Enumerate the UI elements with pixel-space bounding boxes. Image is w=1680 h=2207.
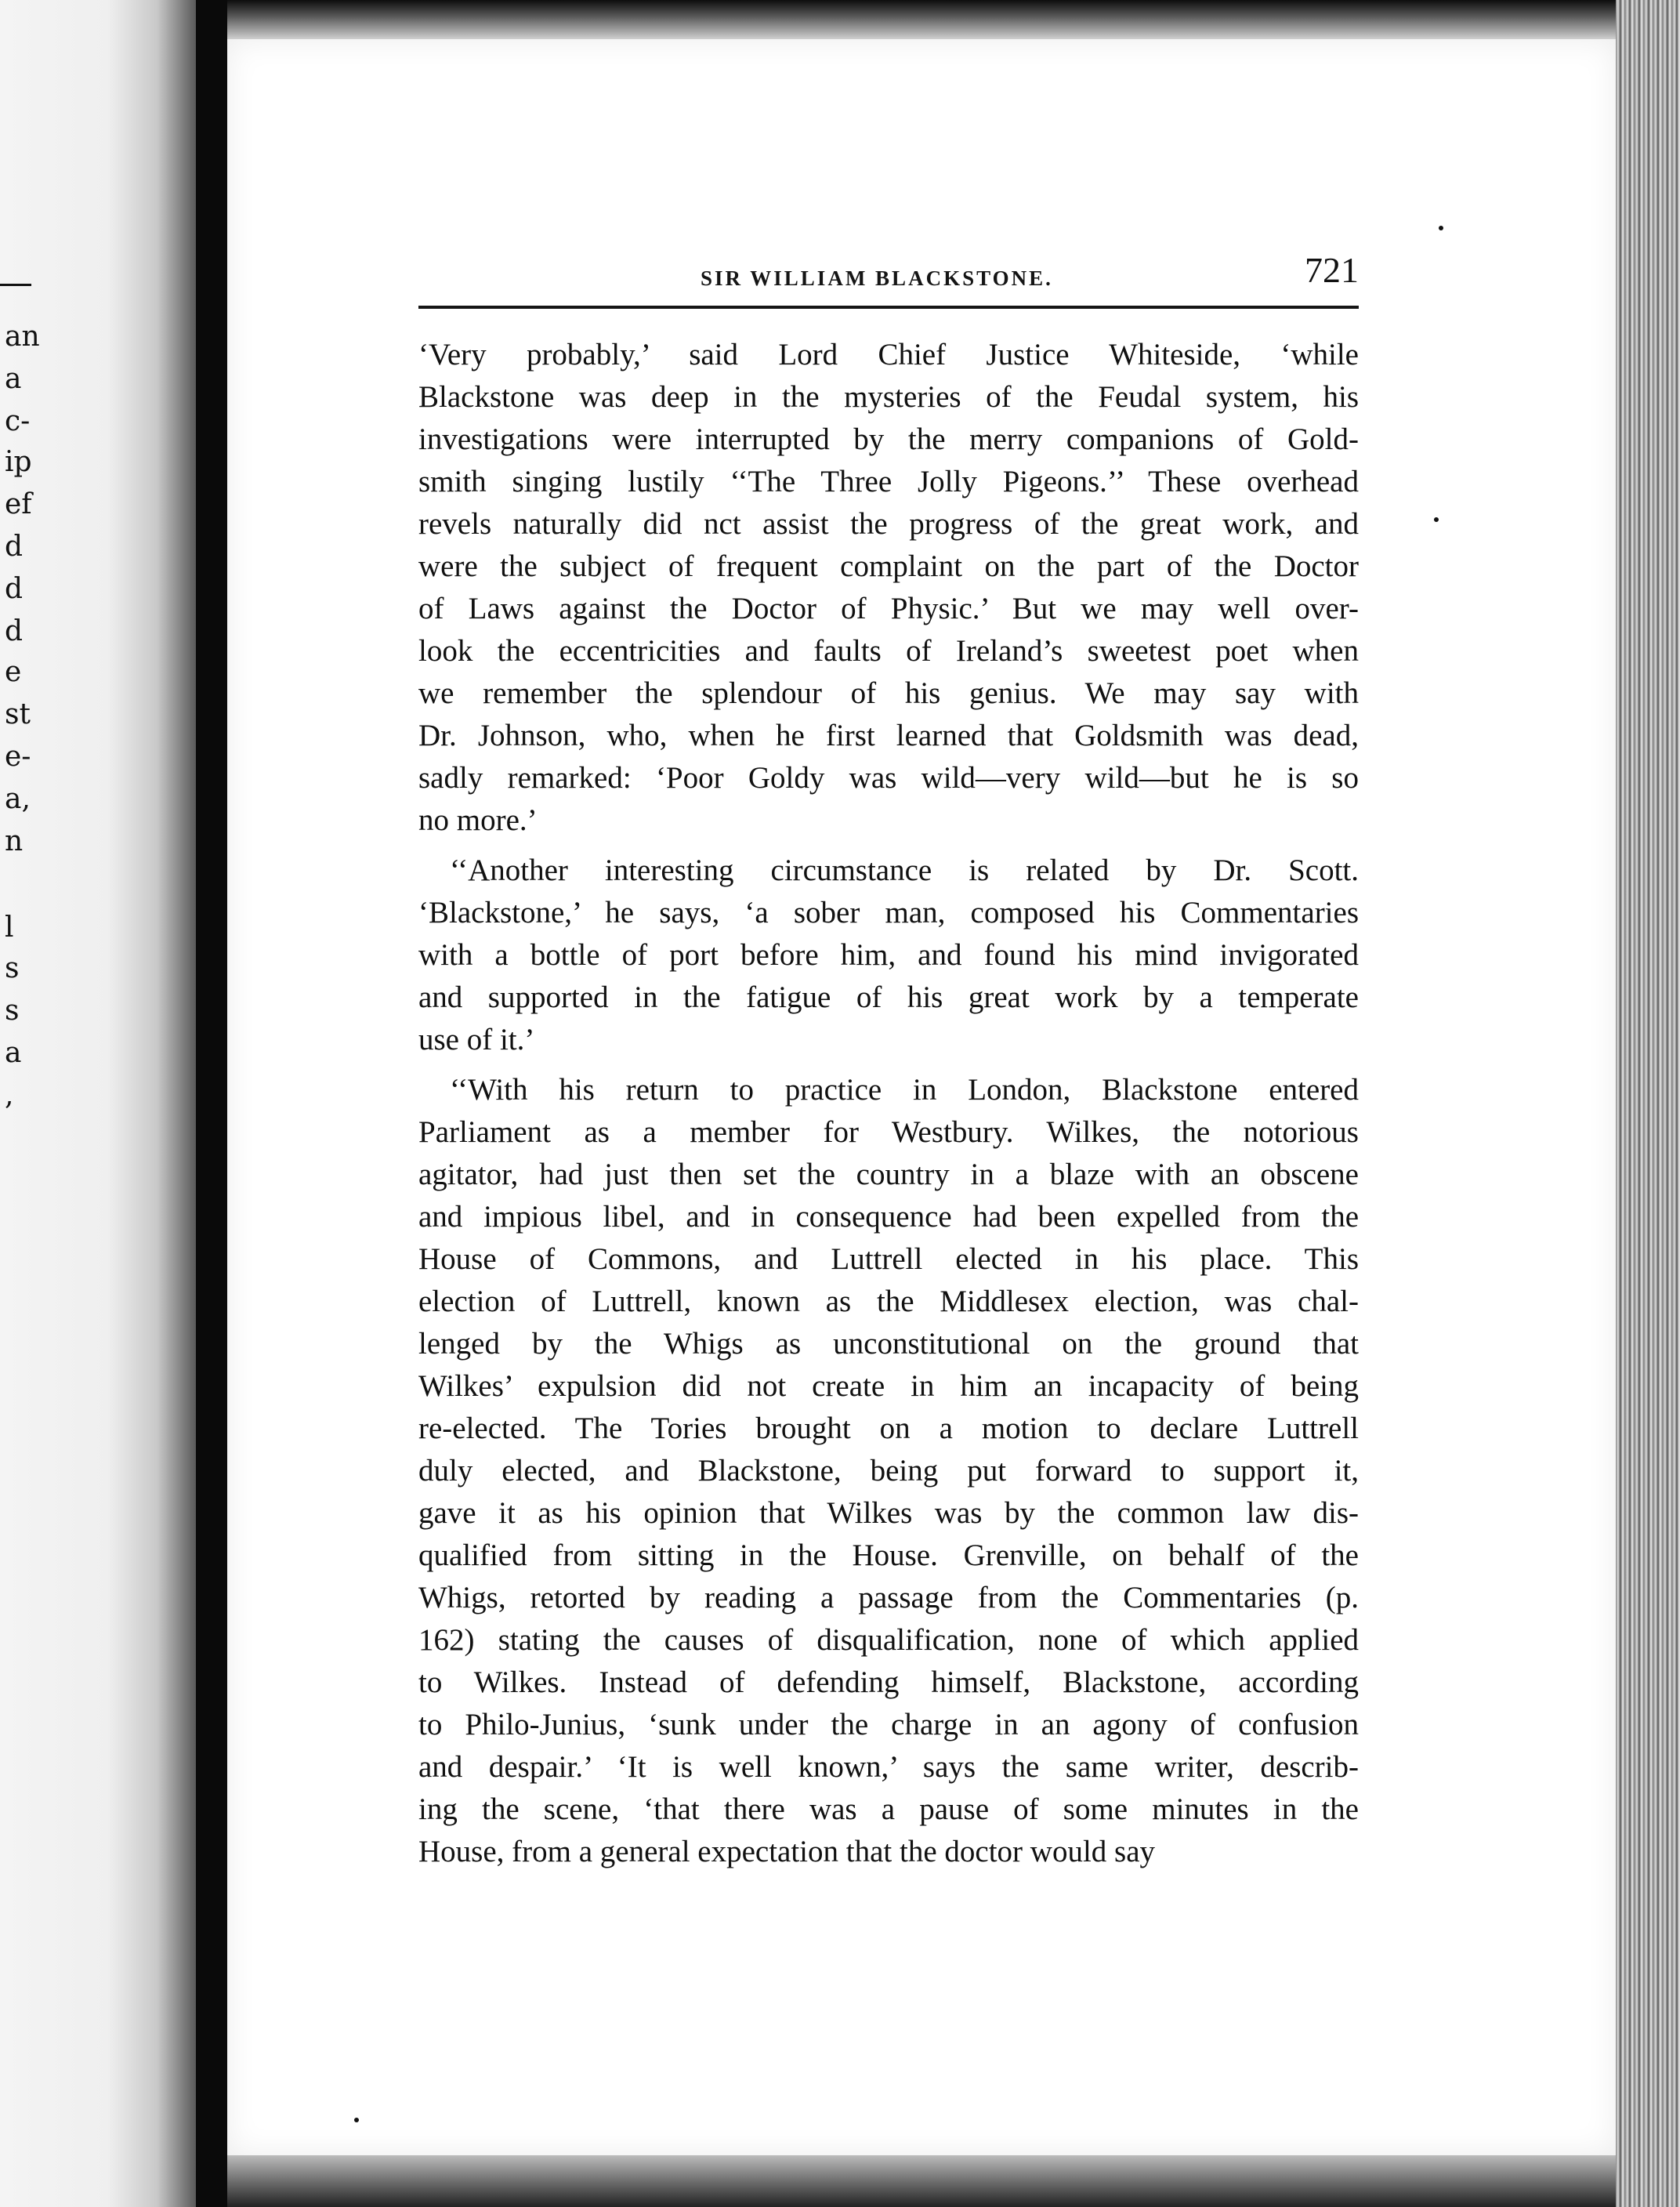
text-line: revels naturally did nct assist the progress of the great work, and	[418, 507, 1359, 541]
text-line: Dr. Johnson, who, when he first learned that Goldsmith was dead,	[418, 719, 1359, 752]
facing-page-fragment: e-	[5, 741, 31, 773]
text-line: Blackstone was deep in the mysteries of the Feudal system, his	[418, 380, 1359, 414]
speck	[354, 2118, 359, 2122]
text-line: and despair.’ ‘It is well known,’ says the same writer, describ-	[418, 1750, 1359, 1784]
text-line: House, from a general expectation that the doctor would say	[418, 1835, 1156, 1868]
facing-page-edge	[0, 0, 196, 2207]
page-number: 721	[1305, 250, 1359, 290]
running-title: SIR WILLIAM BLACKSTONE.	[701, 266, 1053, 290]
text-line: ‘‘Another interesting circumstance is related by Dr. Scott.	[450, 853, 1359, 887]
text-line: ing the scene, ‘that there was a pause of some minutes in the	[418, 1792, 1359, 1826]
text-line: election of Luttrell, known as the Middlesex election, was chal-	[418, 1285, 1359, 1318]
page-fore-edge	[1616, 0, 1680, 2207]
page-top-edge	[227, 0, 1616, 39]
speck	[1439, 226, 1443, 230]
facing-page-fragment: a	[5, 1037, 22, 1069]
book-gutter	[196, 0, 227, 2207]
paragraph	[418, 334, 1359, 842]
text-line: Parliament as a member for Westbury. Wilkes, the notorious	[418, 1115, 1359, 1149]
facing-page-fragment: d	[5, 531, 24, 563]
facing-page-fragment: a	[5, 363, 22, 395]
text-line: use of it.’	[418, 1023, 535, 1056]
text-line: lenged by the Whigs as unconstitutional on the ground that	[418, 1327, 1359, 1361]
facing-page-fragment: ,	[5, 1079, 14, 1111]
text-line: to Wilkes. Instead of defending himself, Blackstone, according	[418, 1665, 1359, 1699]
facing-page-fragment: s	[5, 952, 20, 984]
facing-page-fragment: c-	[5, 405, 31, 437]
facing-page-fragment: an	[5, 321, 40, 353]
facing-page-fragment: a,	[5, 783, 31, 815]
text-line: were the subject of frequent complaint on the part of the Doctor	[418, 549, 1359, 583]
paragraph	[418, 1069, 1359, 1873]
facing-page-fragment: ef	[5, 488, 32, 520]
text-line: investigations were interrupted by the merry companions of Gold-	[418, 422, 1359, 456]
header-rule	[418, 306, 1359, 309]
text-line: qualified from sitting in the House. Grenville, on behalf of the	[418, 1538, 1359, 1572]
paragraph	[418, 850, 1359, 1061]
text-line: sadly remarked: ‘Poor Goldy was wild—very wild—but he is so	[418, 761, 1359, 795]
text-line: duly elected, and Blackstone, being put forward to support it,	[418, 1454, 1359, 1488]
text-line: House of Commons, and Luttrell elected in his place. This	[418, 1242, 1359, 1276]
facing-page-fragment: d	[5, 615, 24, 647]
facing-page-fragment: d	[5, 573, 24, 605]
page-bottom-edge	[227, 2155, 1616, 2207]
text-line: re-elected. The Tories brought on a motion to declare Luttrell	[418, 1412, 1359, 1445]
text-line: we remember the splendour of his genius. We may say with	[418, 676, 1359, 710]
text-line: agitator, had just then set the country in a blaze with an obscene	[418, 1158, 1359, 1191]
facing-page-fragment: ip	[5, 446, 32, 478]
text-line: with a bottle of port before him, and found his mind invigorated	[418, 938, 1359, 972]
facing-page-fragment: e	[5, 656, 22, 688]
facing-page-fragment: st	[5, 698, 31, 730]
text-line: to Philo-Junius, ‘sunk under the charge in an agony of confusion	[418, 1708, 1359, 1741]
text-line: of Laws against the Doctor of Physic.’ But we may well over-	[418, 592, 1359, 625]
text-line: Wilkes’ expulsion did not create in him an incapacity of being	[418, 1369, 1359, 1403]
text-line: 162) stating the causes of disqualification, none of which applied	[418, 1623, 1359, 1657]
text-line: Whigs, retorted by reading a passage from the Commentaries (p.	[418, 1581, 1359, 1614]
speck	[1434, 517, 1439, 522]
text-line: ‘Very probably,’ said Lord Chief Justice Whiteside, ‘while	[418, 338, 1359, 371]
body-text	[418, 334, 1359, 1881]
running-head	[418, 249, 1359, 296]
text-line: gave it as his opinion that Wilkes was by the common law dis-	[418, 1496, 1359, 1530]
text-line: ‘‘With his return to practice in London, Blackstone entered	[450, 1073, 1359, 1107]
text-line: and supported in the fatigue of his great work by a temperate	[418, 980, 1359, 1014]
facing-page-rule	[0, 284, 31, 286]
facing-page-fragment: n	[5, 825, 24, 857]
text-line: look the eccentricities and faults of Ireland’s sweetest poet when	[418, 634, 1359, 668]
text-line: smith singing lustily ‘‘The Three Jolly Pigeons.’’ These overhead	[418, 465, 1359, 498]
text-line: and impious libel, and in consequence had been expelled from the	[418, 1200, 1359, 1234]
text-line: no more.’	[418, 803, 538, 837]
facing-page-fragment: l	[5, 911, 14, 944]
facing-page-fragment: s	[5, 995, 20, 1027]
text-line: ‘Blackstone,’ he says, ‘a sober man, composed his Commentaries	[418, 896, 1359, 930]
